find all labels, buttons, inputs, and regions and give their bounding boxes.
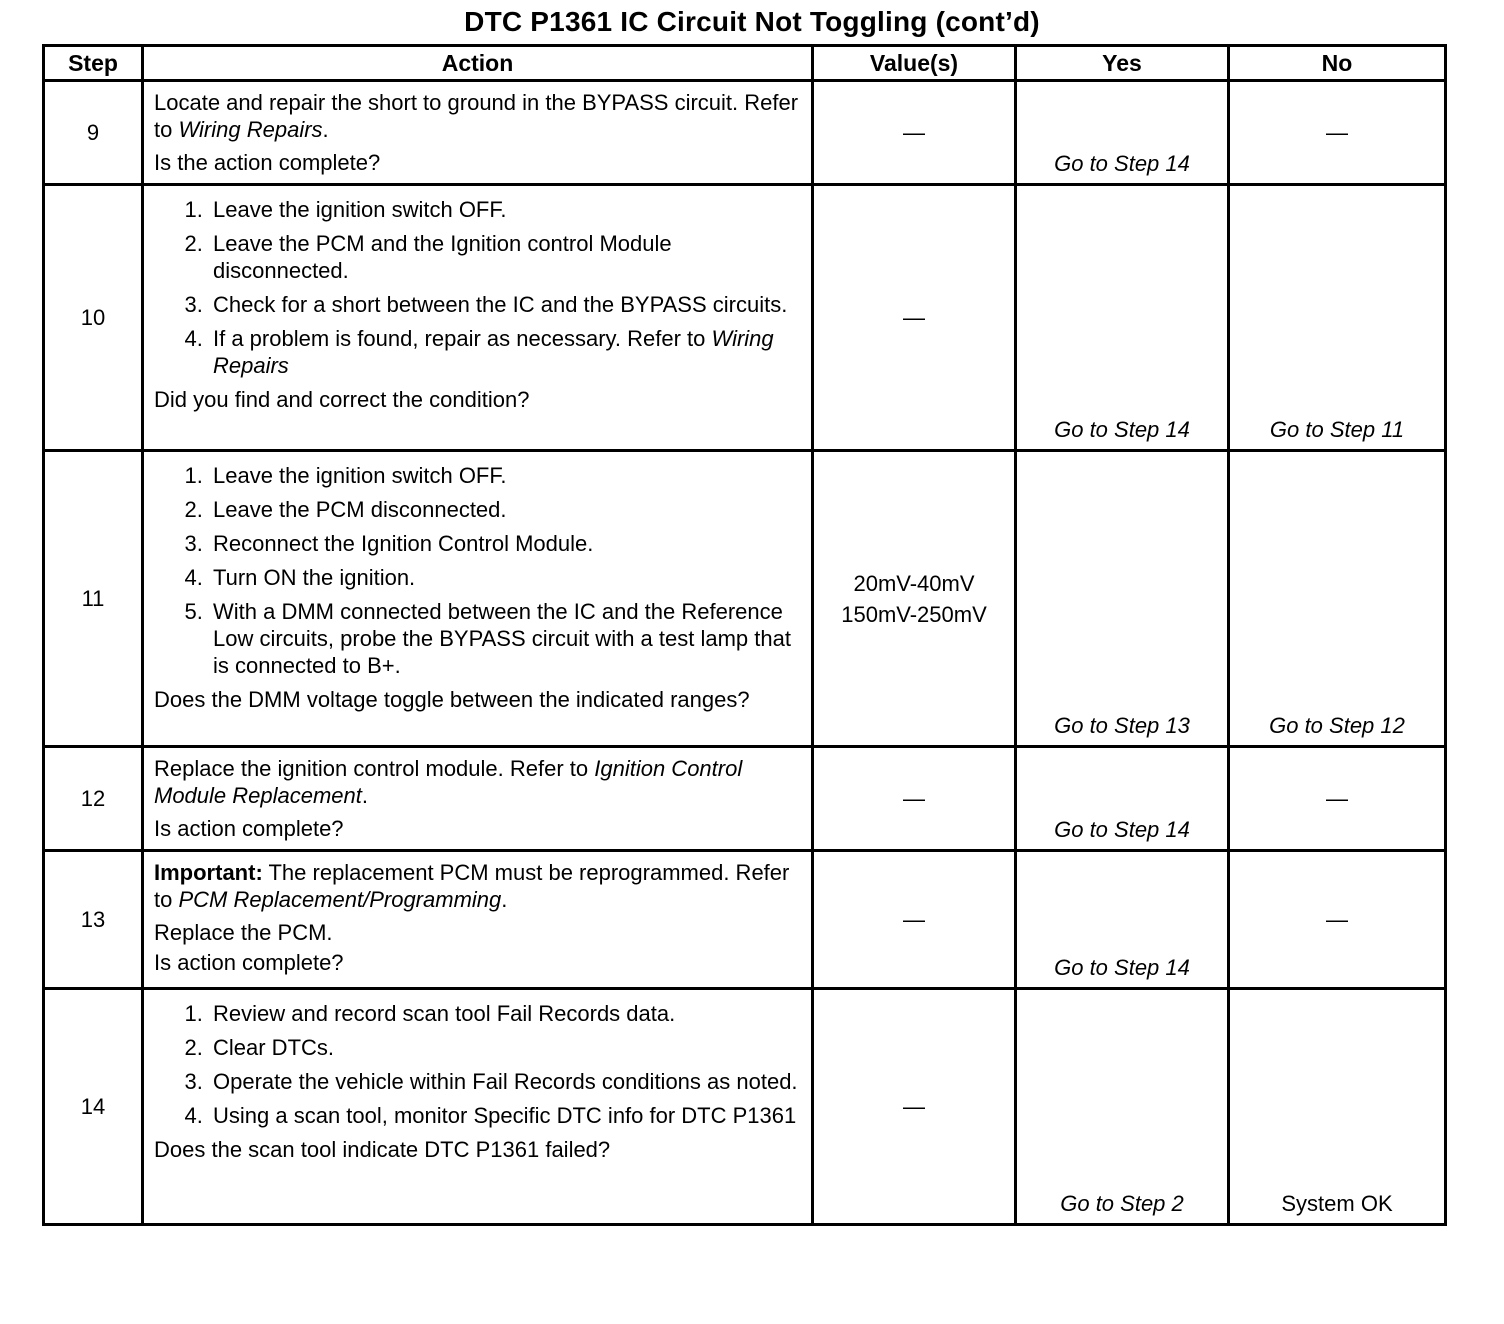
step-number: 14 xyxy=(44,989,143,1225)
important-note xyxy=(154,859,805,913)
yes-cell: Go to Step 2 xyxy=(1016,989,1229,1225)
action-cell xyxy=(143,851,813,989)
action-step-item: 2. Leave the PCM disconnected. xyxy=(209,496,805,523)
action-question: Did you find and correct the condition? xyxy=(154,387,530,412)
action-step-item: 1. Review and record scan tool Fail Records data. xyxy=(209,1000,805,1027)
action-instruction: Replace the PCM. xyxy=(154,920,333,945)
value-cell: — xyxy=(813,989,1016,1225)
yes-cell: Go to Step 14 xyxy=(1016,851,1229,989)
no-cell: — xyxy=(1229,81,1446,185)
important-text: The replacement PCM must be reprogrammed. Refer to xyxy=(154,860,790,912)
action-instruction xyxy=(154,89,805,143)
table-row-step-14 xyxy=(44,989,1446,1225)
action-step-item xyxy=(209,325,805,379)
diagnostic-table xyxy=(42,44,1447,1226)
value-range: 150mV-250mV xyxy=(841,601,987,627)
reference-link: PCM Replacement/Programming xyxy=(178,887,502,912)
value-range: 20mV-40mV xyxy=(853,570,975,596)
action-steps-list xyxy=(154,462,805,679)
action-step-item: 3. Reconnect the Ignition Control Module. xyxy=(209,530,805,557)
table-row-step-10 xyxy=(44,185,1446,451)
action-cell xyxy=(143,989,813,1225)
yes-cell: Go to Step 14 xyxy=(1016,185,1229,451)
yes-cell: Go to Step 14 xyxy=(1016,81,1229,185)
reference-link: Wiring Repairs xyxy=(213,326,774,378)
yes-cell: Go to Step 14 xyxy=(1016,747,1229,851)
important-label: Important: xyxy=(154,860,263,885)
important-text-end: . xyxy=(501,887,508,912)
action-step-item: 2. Leave the PCM and the Ignition control Module disconnected. xyxy=(209,230,805,284)
action-step-item: 4. Turn ON the ignition. xyxy=(209,564,805,591)
table-row-step-13 xyxy=(44,851,1446,989)
action-text-end: . xyxy=(361,783,369,808)
step-number: 12 xyxy=(44,747,143,851)
action-text-end: . xyxy=(322,117,329,142)
reference-link: Ignition Control Module Replacement xyxy=(154,756,743,808)
action-question: Does the scan tool indicate DTC P1361 failed? xyxy=(154,1137,611,1162)
action-cell xyxy=(143,185,813,451)
action-text: Locate and repair the short to ground in the BYPASS circuit. Refer to xyxy=(154,90,799,142)
action-step-item: 2. Clear DTCs. xyxy=(209,1034,805,1061)
table-header-row xyxy=(44,46,1446,81)
action-question: Is action complete? xyxy=(154,816,344,841)
no-cell: Go to Step 12 xyxy=(1229,451,1446,747)
table-row-step-11 xyxy=(44,451,1446,747)
action-step-item: 1. Leave the ignition switch OFF. xyxy=(209,462,805,489)
step-number: 9 xyxy=(44,81,143,185)
action-step-text: If a problem is found, repair as necessary. Refer to xyxy=(213,326,712,351)
header-step: Step xyxy=(44,46,143,81)
action-step-item: 1. Leave the ignition switch OFF. xyxy=(209,196,805,223)
action-text: Replace the ignition control module. Refer to xyxy=(154,756,595,781)
action-steps-list xyxy=(154,196,805,379)
no-cell: Go to Step 11 xyxy=(1229,185,1446,451)
table-row-step-9 xyxy=(44,81,1446,185)
value-cell: — xyxy=(813,747,1016,851)
value-cell: — xyxy=(813,185,1016,451)
action-instruction xyxy=(154,755,805,809)
no-cell: System OK xyxy=(1229,989,1446,1225)
action-step-item: 5. With a DMM connected between the IC and the Reference Low circuits, probe the BYPASS circuit with a test lamp that is connected to B+. xyxy=(209,598,805,679)
step-number: 10 xyxy=(44,185,143,451)
step-number: 11 xyxy=(44,451,143,747)
action-step-item: 3. Check for a short between the IC and the BYPASS circuits. xyxy=(209,291,805,318)
page-title: DTC P1361 IC Circuit Not Toggling (cont’d) xyxy=(464,6,1040,37)
action-step-item: 4. Using a scan tool, monitor Specific DTC info for DTC P1361 xyxy=(209,1102,805,1129)
no-cell: — xyxy=(1229,747,1446,851)
action-steps-list xyxy=(154,1000,805,1129)
header-no: No xyxy=(1229,46,1446,81)
value-cell: — xyxy=(813,81,1016,185)
header-action: Action xyxy=(143,46,813,81)
header-yes: Yes xyxy=(1016,46,1229,81)
action-cell xyxy=(143,81,813,185)
header-values: Value(s) xyxy=(813,46,1016,81)
step-number: 13 xyxy=(44,851,143,989)
no-cell: — xyxy=(1229,851,1446,989)
value-cell xyxy=(813,451,1016,747)
yes-cell: Go to Step 13 xyxy=(1016,451,1229,747)
action-question: Is action complete? xyxy=(154,950,344,975)
action-question: Is the action complete? xyxy=(154,150,381,175)
action-question: Does the DMM voltage toggle between the indicated ranges? xyxy=(154,687,750,712)
value-cell: — xyxy=(813,851,1016,989)
action-cell xyxy=(143,451,813,747)
table-row-step-12 xyxy=(44,747,1446,851)
action-cell xyxy=(143,747,813,851)
reference-link: Wiring Repairs xyxy=(178,117,323,142)
action-step-item: 3. Operate the vehicle within Fail Records conditions as noted. xyxy=(209,1068,805,1095)
